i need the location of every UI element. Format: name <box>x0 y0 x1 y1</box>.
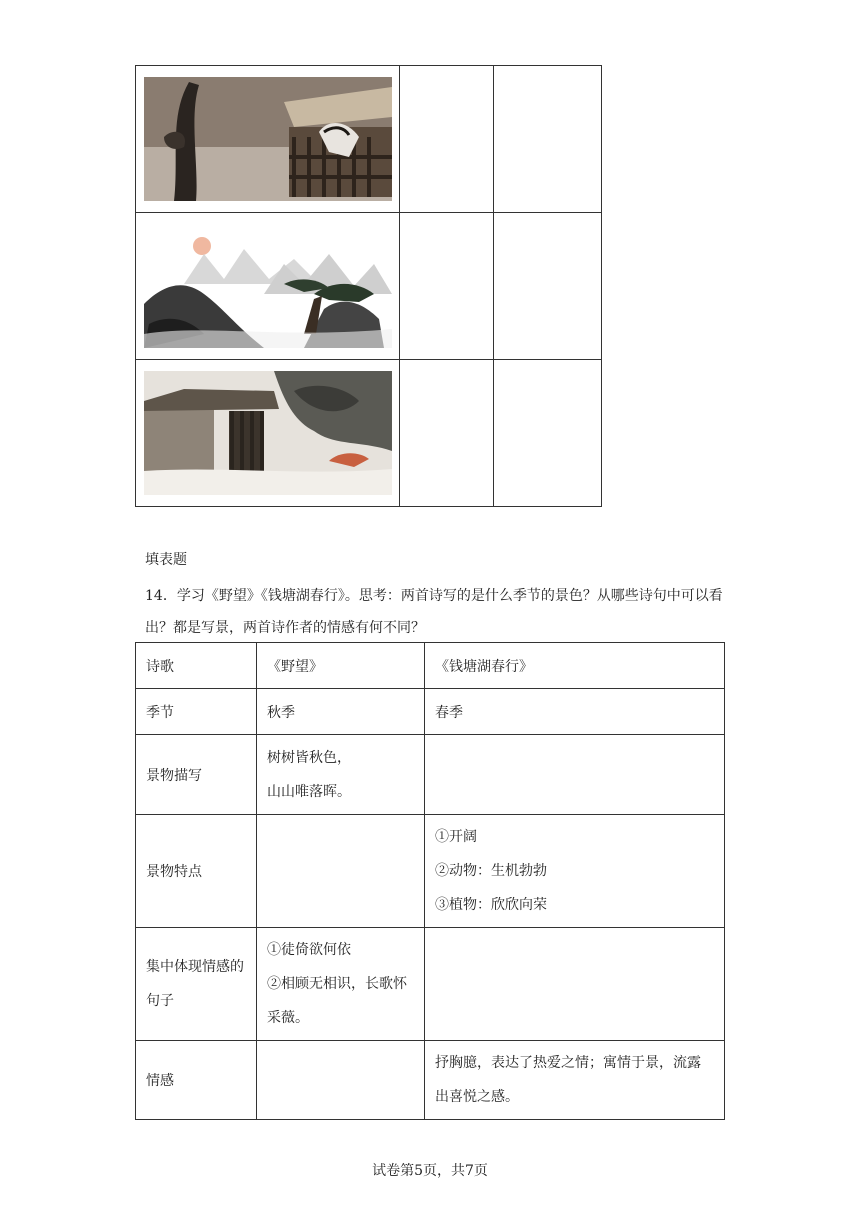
answer-line: ①徒倚欲何依 <box>267 942 351 958</box>
answer-line: ①开阔 <box>435 829 477 845</box>
table-row-emotion <box>136 1041 725 1120</box>
header-cell: 《钱塘湖春行》 <box>425 643 725 689</box>
table-row-season <box>136 689 725 735</box>
table-cell: 春季 <box>425 689 725 735</box>
header-cell: 诗歌 <box>136 643 257 689</box>
question-14: 14．学习《野望》《钱塘湖春行》。思考：两首诗写的是什么季节的景色？从哪些诗句中可以看出？都是写景，两首诗作者的情感有何不同？ <box>145 588 723 636</box>
row-label: 情感 <box>136 1041 257 1120</box>
painting-cell-2 <box>136 213 400 360</box>
blank-cell <box>494 360 602 507</box>
blank-cell <box>494 213 602 360</box>
blank-answer-cell <box>257 1041 425 1120</box>
poem-comparison-table <box>135 642 725 1120</box>
blank-cell <box>494 66 602 213</box>
blank-answer-cell <box>425 928 725 1041</box>
ink-painting-horse-stable <box>144 77 392 201</box>
ink-painting-mountains-pine <box>144 224 392 348</box>
row-label: 季节 <box>136 689 257 735</box>
answer-line: ②动物：生机勃勃 <box>435 863 547 879</box>
answer-line: 抒胸臆，表达了热爱之情；寓情于景，流露出喜悦之感。 <box>435 1055 701 1105</box>
header-cell: 《野望》 <box>257 643 425 689</box>
page-footer: 试卷第5页，共7页 <box>372 1163 488 1179</box>
painting-cell-1 <box>136 66 400 213</box>
table-cell <box>425 815 725 928</box>
table-cell <box>257 735 425 815</box>
row-label: 景物特点 <box>136 815 257 928</box>
blank-cell <box>400 360 494 507</box>
table-row-scenery <box>136 735 725 815</box>
blank-cell <box>400 213 494 360</box>
answer-line: 山山唯落晖。 <box>267 783 351 800</box>
table-cell <box>257 928 425 1041</box>
painting-table <box>135 65 602 507</box>
table-row-emotion-lines <box>136 928 725 1041</box>
table-header-row <box>136 643 725 689</box>
answer-line: 树树皆秋色， <box>267 749 351 766</box>
table-cell: 秋季 <box>257 689 425 735</box>
blank-answer-cell <box>257 815 425 928</box>
answer-line: ②相顾无相识，长歌怀采薇。 <box>267 976 407 1026</box>
table-row-features <box>136 815 725 928</box>
blank-cell <box>400 66 494 213</box>
ink-painting-cottage-tree <box>144 371 392 495</box>
table-cell <box>425 1041 725 1120</box>
row-label: 集中体现情感的句子 <box>136 928 257 1041</box>
painting-cell-3 <box>136 360 400 507</box>
answer-line: ③植物：欣欣向荣 <box>435 897 547 913</box>
section-label: 填表题 <box>145 552 187 568</box>
row-label: 景物描写 <box>136 735 257 815</box>
blank-answer-cell <box>425 735 725 815</box>
